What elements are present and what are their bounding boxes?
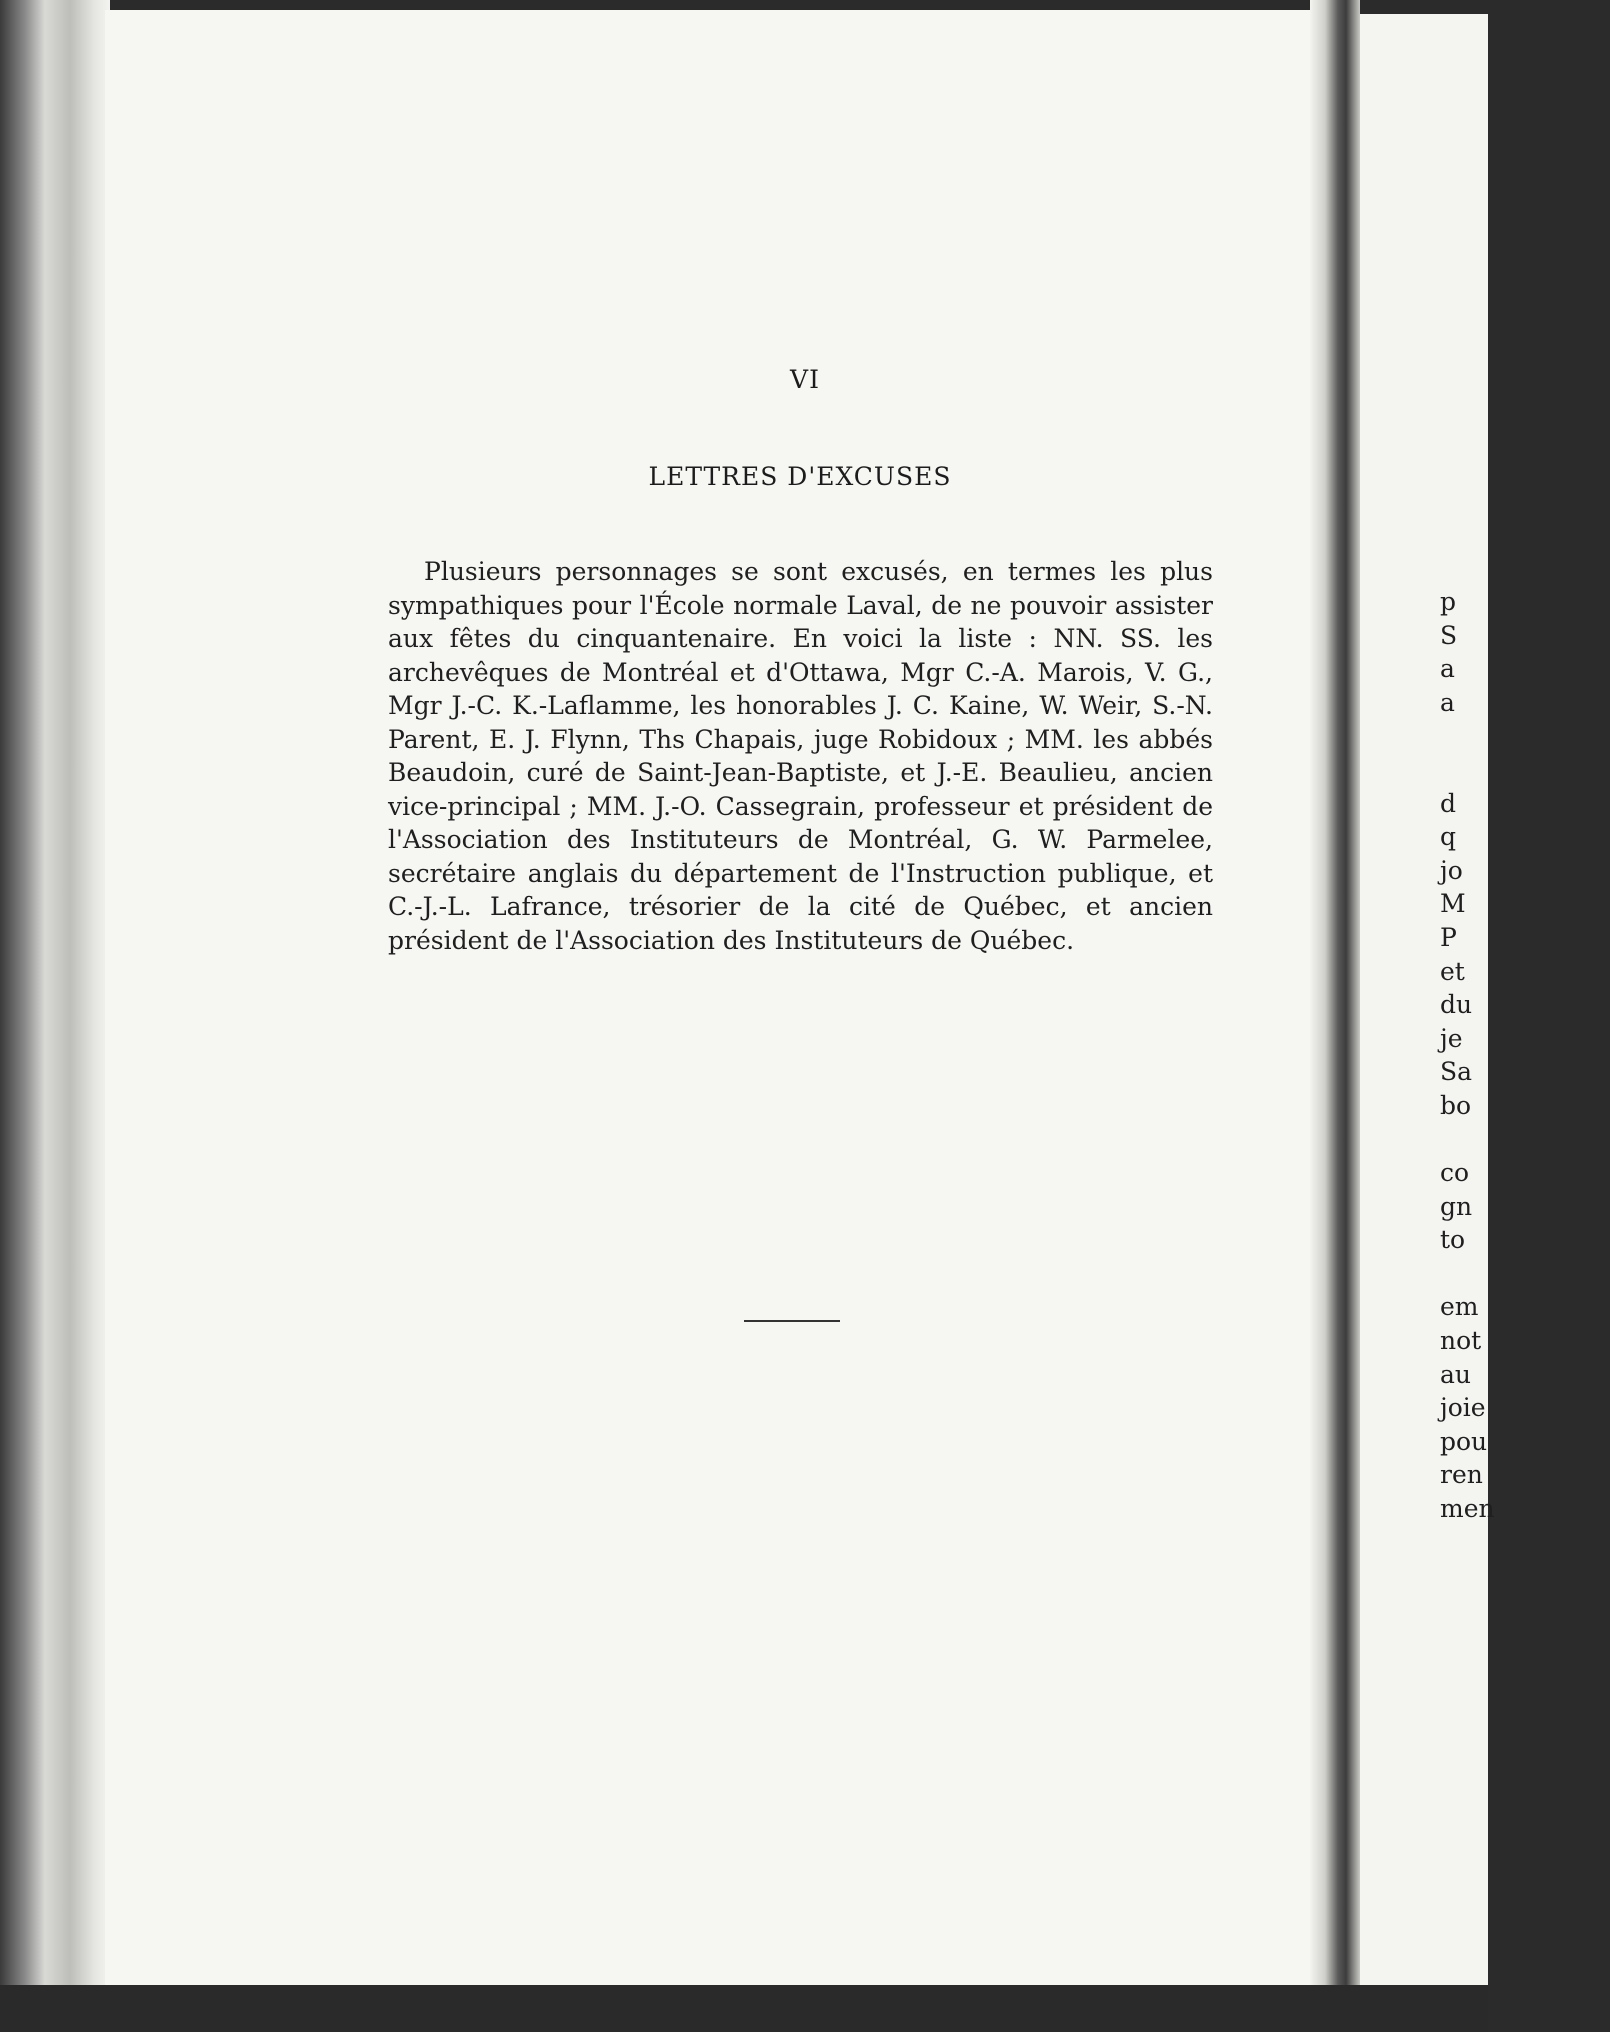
facing-line: to [1440, 1225, 1466, 1255]
facing-line: je [1440, 1023, 1463, 1053]
facing-line: men [1440, 1494, 1495, 1524]
facing-line: co [1440, 1158, 1470, 1188]
facing-line: jo [1440, 855, 1463, 885]
scan-bottom-border [0, 1985, 1488, 2032]
facing-line: au [1440, 1359, 1472, 1389]
facing-line [1440, 1123, 1520, 1157]
facing-line: a [1440, 687, 1455, 717]
chapter-title: LETTRES D'EXCUSES [648, 462, 952, 491]
section-rule [744, 1320, 840, 1322]
facing-line: Sa [1440, 1057, 1473, 1087]
facing-page-text-fragments [1440, 585, 1520, 1526]
chapter-number: VI [790, 365, 820, 394]
facing-line: bo [1440, 1090, 1472, 1120]
left-page [105, 10, 1335, 1985]
page-edge-left [0, 0, 110, 2032]
facing-line [1440, 753, 1520, 787]
facing-line: et [1440, 956, 1465, 986]
facing-line: P [1440, 922, 1457, 952]
facing-line [1440, 719, 1520, 753]
facing-line: pou [1440, 1426, 1488, 1456]
facing-line: em [1440, 1292, 1479, 1322]
facing-line: gn [1440, 1191, 1473, 1221]
facing-line: du [1440, 990, 1473, 1020]
body-paragraph: Plusieurs personnages se sont excusés, en termes les plus sympathiques pour l'École normale Laval, de ne pouvoir assister aux fêtes du cinquantenaire. En voici la liste : NN. SS. les archevêques de Montréal et d'Ottawa, Mgr C.-A. Marois, V. G., Mgr J.-C. K.-Laflamme, les honorables J. C. Kaine, W. Weir, S.-N. Parent, E. J. Flynn, Ths Chapais, juge Robidoux ; MM. les abbés Beaudoin, curé de Saint-Jean-Baptiste, et J.-E. Beaulieu, ancien vice-principal ; MM. J.-O. Cassegrain, professeur et président de l'Association des Instituteurs de Montréal, G. W. Parmelee, secrétaire anglais du département de l'Instruction publique, et C.-J.-L. Lafrance, trésorier de la cité de Québec, et ancien président de l'Association des Instituteurs de Québec. [388, 557, 1213, 955]
book-gutter [1310, 0, 1360, 2000]
facing-line: joie [1440, 1393, 1486, 1423]
facing-line: d [1440, 788, 1457, 818]
facing-line: p [1440, 587, 1457, 616]
facing-line [1440, 1257, 1520, 1291]
facing-line: ren [1440, 1460, 1483, 1490]
facing-line: q [1440, 822, 1457, 852]
facing-line: not [1440, 1326, 1482, 1356]
facing-line: M [1440, 889, 1466, 919]
facing-line: S [1440, 620, 1458, 650]
facing-line: a [1440, 654, 1455, 684]
